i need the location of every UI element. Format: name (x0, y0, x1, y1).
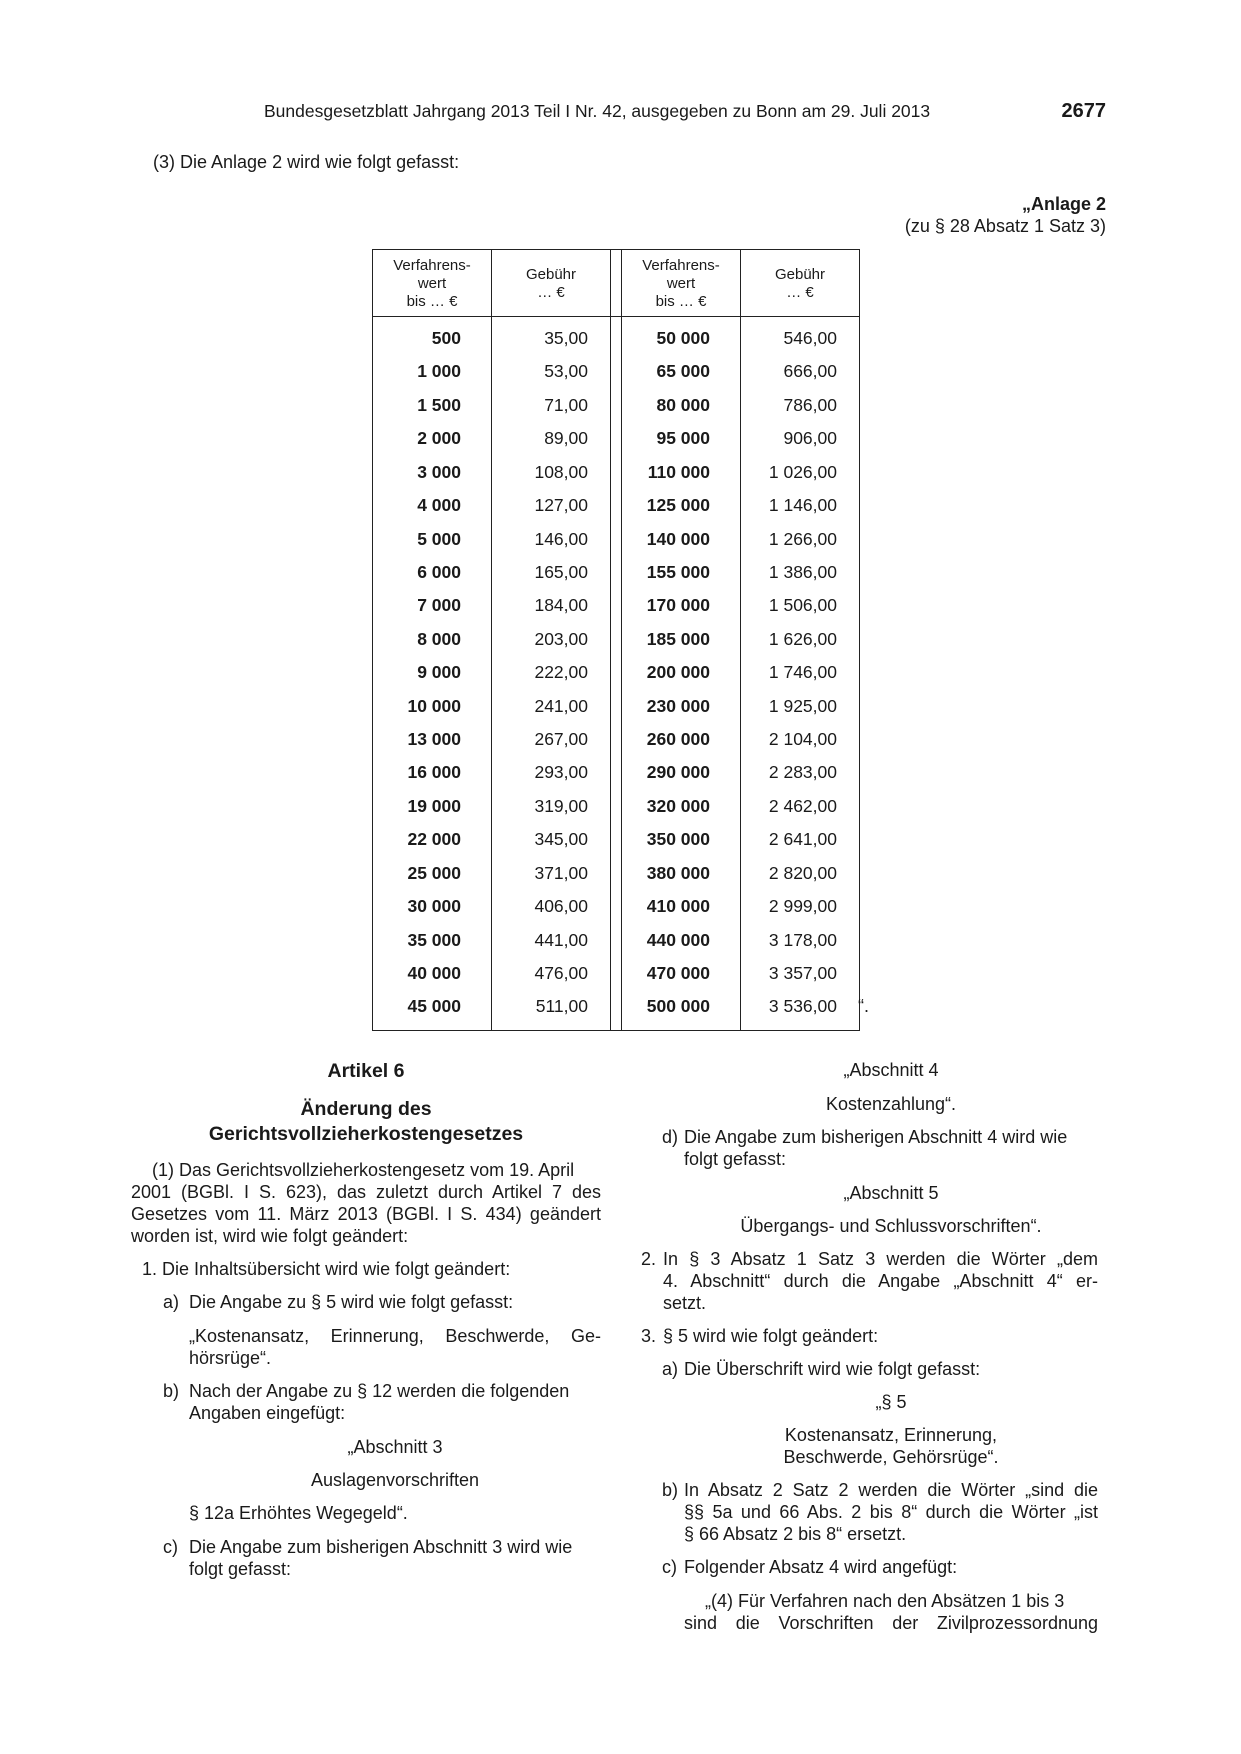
header-text: Gebühr (525, 266, 577, 284)
table-cell-value: 350 000 (646, 829, 710, 850)
table-cell-value: 50 000 (656, 328, 710, 348)
table-cell-fee: 1 146,00 (768, 495, 837, 516)
header-text: bis … € (406, 292, 458, 310)
column-fee-left (492, 250, 611, 1030)
paragraph-1 (131, 1160, 601, 1248)
article-title: Artikel 6 (327, 1060, 405, 1082)
table-cell-fee: 2 462,00 (768, 795, 837, 816)
table-cell-value: 80 000 (656, 394, 710, 415)
table-cell-value: 500 (431, 328, 461, 348)
list-item-2 (630, 1249, 1098, 1315)
table-cell-fee: 35,00 (544, 328, 588, 348)
table-cell-fee: 1 026,00 (768, 461, 837, 482)
table-cell-value: 19 000 (407, 795, 461, 816)
table-cell-value: 13 000 (407, 729, 461, 750)
right-column (630, 1060, 1098, 1635)
column-value-left (373, 250, 492, 1030)
table-cell-fee: 203,00 (534, 628, 588, 649)
table-cell-fee: 1 746,00 (768, 662, 837, 683)
table-cell-value: 7 000 (417, 595, 461, 616)
anlage-title: „Anlage 2 (1021, 194, 1106, 214)
header-title: Bundesgesetzblatt Jahrgang 2013 Teil I Nr. 42, ausgegeben zu Bonn am 29. Juli 2013 (264, 101, 931, 121)
header-text: Verfahrens- (393, 257, 471, 275)
table-cell-fee: 2 820,00 (768, 862, 837, 883)
fee-table (372, 249, 860, 1031)
table-cell-value: 1 000 (417, 361, 461, 382)
anlage-heading (905, 194, 1106, 238)
table-cell-value: 5 000 (417, 528, 461, 549)
table-cell-value: 230 000 (646, 695, 710, 716)
table-cell-value: 2 000 (417, 428, 461, 449)
anlage-reference: (zu § 28 Absatz 1 Satz 3) (904, 215, 1106, 236)
item-text: In Absatz 2 Satz 2 werden die Wörter „sind die (684, 1480, 1098, 1501)
page-header (264, 101, 1106, 127)
table-cell-fee: 3 536,00 (768, 996, 837, 1017)
table-cell-fee: 1 506,00 (768, 595, 837, 616)
intro-text: (3) Die Anlage 2 wird wie folgt gefasst: (153, 152, 460, 172)
quote-c-title: „Abschnitt 4 (843, 1060, 939, 1080)
table-cell-value: 320 000 (646, 795, 710, 816)
item-text: Angaben eingefügt: (189, 1402, 346, 1423)
header-text: Gebühr (774, 266, 826, 284)
table-cell-value: 110 000 (647, 461, 710, 482)
quote-d-title: „Abschnitt 5 (843, 1182, 939, 1203)
page-number: 2677 (1061, 100, 1106, 122)
item-label: d) (662, 1126, 679, 1147)
table-cell-value: 8 000 (417, 628, 461, 649)
list-item-1b (131, 1381, 601, 1425)
quote-line: Beschwerde, Gehörsrüge“. (783, 1447, 999, 1468)
list-item-3 (630, 1326, 1098, 1348)
table-cell-fee: 108,00 (534, 461, 588, 482)
list-item-1d (630, 1127, 1098, 1171)
table-cell-value: 170 000 (646, 595, 710, 616)
header-text: wert (666, 275, 696, 293)
table-cell-value: 260 000 (646, 729, 710, 750)
paragraph-line: Gesetzes vom 11. März 2013 (BGBl. I S. 434) geändert (131, 1204, 601, 1225)
quote-3a-title: „§ 5 (875, 1392, 907, 1413)
table-cell-fee: 319,00 (534, 795, 588, 816)
table-cell-value: 1 500 (417, 394, 461, 415)
list-item-3b (630, 1480, 1098, 1546)
header-value-right (622, 250, 740, 317)
table-cell-fee: 222,00 (534, 662, 588, 683)
list-item-1: 1. Die Inhaltsübersicht wird wie folgt geändert: (142, 1259, 511, 1280)
item-label: b) (163, 1380, 180, 1401)
item-text: folgt gefasst: (189, 1558, 292, 1579)
table-cell-fee: 2 641,00 (768, 829, 837, 850)
item-text: setzt. (663, 1292, 707, 1313)
item-label: 2. (641, 1248, 657, 1269)
paragraph-line: worden ist, wird wie folgt geändert: (131, 1226, 409, 1247)
item-label: a) (662, 1358, 679, 1379)
quote-b-subtitle: Auslagenvorschriften (310, 1469, 480, 1490)
table-cell-value: 9 000 (417, 662, 461, 683)
table-cell-fee: 165,00 (534, 561, 588, 582)
table-cell-fee: 1 386,00 (768, 561, 837, 582)
table-cell-value: 16 000 (407, 762, 461, 783)
item-text: Die Angabe zum bisherigen Abschnitt 4 wird wie (684, 1126, 1068, 1147)
table-cell-value: 10 000 (407, 695, 461, 716)
table-cell-value: 4 000 (417, 495, 461, 516)
table-cell-value: 25 000 (407, 862, 461, 883)
table-cell-fee: 511,00 (535, 996, 588, 1017)
item-label: 3. (641, 1325, 657, 1346)
table-cell-fee: 71,00 (544, 394, 588, 415)
quote-line: sind die Vorschriften der Zivilprozessordnung (684, 1613, 1098, 1634)
quote-line: hörsrüge“. (189, 1347, 272, 1368)
item-text: folgt gefasst: (684, 1148, 787, 1169)
quote-3a-subtitle (630, 1425, 1098, 1469)
table-cell-value: 185 000 (646, 628, 710, 649)
item-text: § 5 wird wie folgt geändert: (663, 1325, 879, 1346)
table-cell-fee: 345,00 (534, 829, 588, 850)
table-cell-value: 470 000 (646, 963, 710, 984)
item-text: Die Angabe zum bisherigen Abschnitt 3 wird wie (189, 1536, 573, 1557)
table-cell-fee: 241,00 (534, 695, 588, 716)
table-cell-value: 155 000 (646, 561, 710, 582)
table-cell-value: 380 000 (646, 862, 710, 883)
left-column (131, 1060, 601, 1581)
table-cell-fee: 906,00 (783, 428, 837, 449)
table-cell-value: 45 000 (407, 996, 461, 1017)
table-cell-value: 410 000 (646, 896, 710, 917)
table-cell-fee: 406,00 (534, 896, 588, 917)
paragraph-line: (1) Das Gerichtsvollzieherkostengesetz vom 19. April (152, 1160, 575, 1181)
table-cell-value: 95 000 (656, 428, 710, 449)
quote-b-entry: § 12a Erhöhtes Wegegeld“. (189, 1502, 408, 1523)
table-closing-mark: “. (858, 996, 869, 1016)
table-cell-fee: 666,00 (783, 361, 837, 382)
item-label: c) (163, 1536, 178, 1557)
article-heading-line2: Gerichtsvollzieherkostengesetzes (208, 1122, 524, 1145)
table-cell-value: 65 000 (656, 361, 710, 382)
item-label: c) (662, 1557, 677, 1578)
item-text: In § 3 Absatz 1 Satz 3 werden die Wörter „dem (663, 1248, 1098, 1269)
table-cell-value: 290 000 (646, 762, 710, 783)
header-value-left (373, 250, 491, 317)
table-cell-fee: 786,00 (783, 394, 837, 415)
table-cell-value: 35 000 (407, 929, 461, 950)
column-fee-right (741, 250, 859, 1030)
table-cell-fee: 127,00 (534, 495, 588, 516)
quote-line: Kostenansatz, Erinnerung, (784, 1425, 998, 1446)
table-cell-fee: 476,00 (534, 963, 588, 984)
table-cell-fee: 53,00 (544, 361, 588, 382)
header-fee-right (741, 250, 859, 317)
table-cell-fee: 2 999,00 (768, 896, 837, 917)
header-text: bis … € (655, 292, 707, 310)
quote-a (131, 1326, 601, 1370)
table-cell-fee: 3 178,00 (768, 929, 837, 950)
table-cell-value: 6 000 (417, 561, 461, 582)
item-label: a) (163, 1292, 180, 1313)
table-cell-fee: 371,00 (534, 862, 588, 883)
table-cell-fee: 146,00 (534, 528, 588, 549)
table-cell-value: 140 000 (646, 528, 710, 549)
table-cell-fee: 293,00 (534, 762, 588, 783)
table-cell-fee: 1 925,00 (768, 695, 837, 716)
header-text: Verfahrens- (642, 257, 720, 275)
table-cell-value: 440 000 (646, 929, 710, 950)
table-cell-fee: 2 104,00 (768, 729, 837, 750)
table-cell-fee: 546,00 (783, 328, 837, 348)
item-text: 4. Abschnitt“ durch die Angabe „Abschnitt 4“ er- (663, 1270, 1098, 1291)
table-cell-value: 30 000 (407, 896, 461, 917)
table-cell-value: 3 000 (417, 461, 461, 482)
quote-c-subtitle: Kostenzahlung“. (825, 1093, 957, 1114)
header-text: … € (537, 284, 565, 301)
quote-d-subtitle: Übergangs- und Schlussvorschriften“. (740, 1215, 1042, 1236)
list-item-1c (131, 1537, 601, 1581)
quote-line: „Kostenansatz, Erinnerung, Beschwerde, Ge- (189, 1326, 601, 1346)
item-label: b) (662, 1480, 679, 1501)
item-text: Die Überschrift wird wie folgt gefasst: (684, 1358, 981, 1379)
header-text: wert (417, 275, 447, 293)
table-cell-value: 200 000 (646, 662, 710, 683)
item-text: §§ 5a und 66 Abs. 2 bis 8“ durch die Wörter „ist (684, 1502, 1098, 1523)
article-heading-line1: Änderung des (300, 1097, 432, 1120)
quote-b-title: „Abschnitt 3 (347, 1436, 443, 1457)
table-cell-fee: 267,00 (534, 729, 588, 750)
item-text: Folgender Absatz 4 wird angefügt: (684, 1557, 958, 1578)
table-cell-fee: 3 357,00 (768, 963, 837, 984)
table-cell-value: 22 000 (407, 829, 461, 850)
header-fee-left (492, 250, 610, 317)
list-item-1a (131, 1292, 601, 1314)
table-cell-value: 500 000 (646, 996, 710, 1017)
quote-3c (630, 1591, 1098, 1635)
table-cell-fee: 441,00 (534, 929, 588, 950)
table-cell-value: 125 000 (646, 495, 710, 516)
item-text: § 66 Absatz 2 bis 8“ ersetzt. (684, 1524, 907, 1545)
table-cell-fee: 1 626,00 (768, 628, 837, 649)
table-cell-value: 40 000 (407, 963, 461, 984)
header-text: … € (786, 284, 814, 301)
item-text: Die Angabe zu § 5 wird wie folgt gefasst: (189, 1292, 514, 1313)
table-cell-fee: 1 266,00 (768, 528, 837, 549)
item-text: Nach der Angabe zu § 12 werden die folgenden (189, 1380, 570, 1401)
list-item-3c (630, 1557, 1098, 1579)
table-cell-fee: 2 283,00 (768, 762, 837, 783)
table-cell-fee: 184,00 (534, 595, 588, 616)
paragraph-line: 2001 (BGBl. I S. 623), das zuletzt durch Artikel 7 des (131, 1182, 601, 1203)
column-value-right (622, 250, 741, 1030)
quote-line: „(4) Für Verfahren nach den Absätzen 1 bis 3 (705, 1591, 1065, 1612)
list-item-3a (630, 1359, 1098, 1381)
table-divider (611, 250, 622, 1030)
table-cell-fee: 89,00 (544, 428, 588, 449)
